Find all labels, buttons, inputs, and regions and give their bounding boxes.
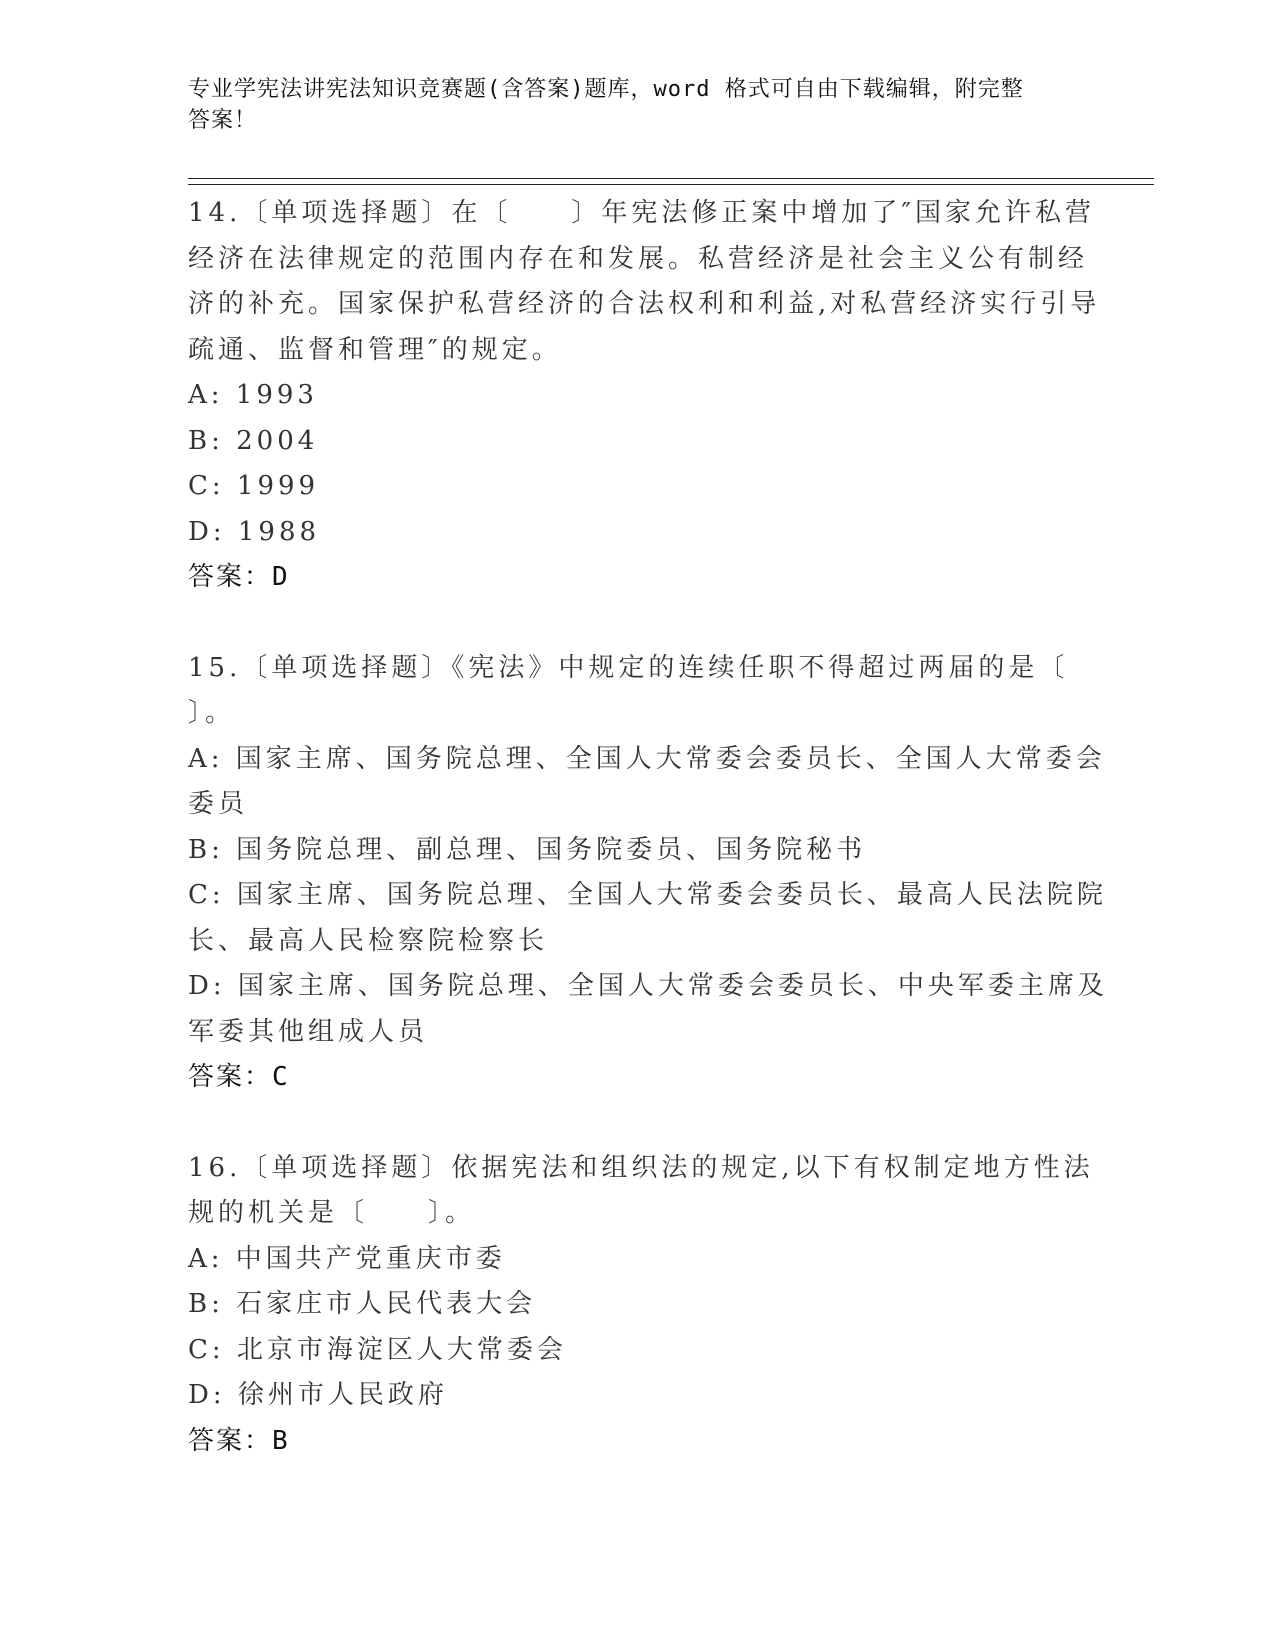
stem-line: 14.〔单项选择题〕在〔 〕年宪法修正案中增加了″国家允许私营 xyxy=(188,198,1096,228)
question-options xyxy=(188,373,1088,555)
option-line: D: 国家主席、国务院总理、全国人大常委会委员长、中央军委主席及 xyxy=(188,971,1108,1001)
answer-line: 答案：D xyxy=(188,562,290,592)
stem-line: 16.〔单项选择题〕依据宪法和组织法的规定,以下有权制定地方性法 xyxy=(188,1152,1094,1183)
option-c: C: 1999 xyxy=(188,471,320,501)
stem-line: 规的机关是〔 〕。 xyxy=(188,1198,476,1228)
question-stem xyxy=(188,1146,1094,1237)
header-line-1: 专业学宪法讲宪法知识竞赛题(含答案)题库，word 格式可自由下载编辑，附完整 xyxy=(188,77,1024,102)
option-d: D: 徐州市人民政府 xyxy=(188,1380,448,1410)
question-stem xyxy=(188,191,1101,373)
option-c: C: 北京市海淀区人大常委会 xyxy=(188,1334,567,1365)
option-b: B: 2004 xyxy=(188,425,319,456)
stem-line: 经济在法律规定的范围内存在和发展。私营经济是社会主义公有制经 xyxy=(188,243,1089,274)
option-line: A: 国家主席、国务院总理、全国人大常委会委员长、全国人大常委会 xyxy=(188,743,1106,774)
header-divider-bottom xyxy=(188,184,1154,185)
option-line: 长、最高人民检察院检察长 xyxy=(188,925,549,956)
answer-line: 答案：B xyxy=(188,1425,290,1456)
option-b: B: 石家庄市人民代表大会 xyxy=(188,1289,537,1319)
option-d: D: 1988 xyxy=(188,516,321,547)
option-a: A: 1993 xyxy=(188,380,318,410)
option-a xyxy=(188,737,1106,828)
option-d xyxy=(188,964,1108,1055)
option-line: 军委其他组成人员 xyxy=(188,1016,429,1047)
question-options xyxy=(188,737,1108,1056)
option-line: B: 国务院总理、副总理、国务院委员、国务院秘书 xyxy=(188,834,867,865)
question-list xyxy=(188,191,1108,1464)
header-divider-top xyxy=(188,178,1154,179)
option-a: A: 中国共产党重庆市委 xyxy=(188,1243,506,1274)
question-15 xyxy=(188,646,1108,1101)
option-line: C: 国家主席、国务院总理、全国人大常委会委员长、最高人民法院院 xyxy=(188,880,1107,910)
document-header xyxy=(188,74,1068,136)
stem-line: 疏通、监督和管理″的规定。 xyxy=(188,334,562,365)
stem-line: 〕。 xyxy=(188,698,236,728)
question-16 xyxy=(188,1146,1094,1465)
question-stem xyxy=(188,646,1088,737)
option-c xyxy=(188,873,1107,964)
option-line: 委员 xyxy=(188,789,249,819)
header-line-2: 答案！ xyxy=(188,108,258,133)
stem-line: 15.〔单项选择题〕《宪法》中规定的连续任职不得超过两届的是〔 xyxy=(188,652,1069,683)
question-options xyxy=(188,1237,1088,1419)
stem-line: 济的补充。国家保护私营经济的合法权利和利益,对私营经济实行引导 xyxy=(188,289,1101,319)
option-b xyxy=(188,828,1088,874)
answer-line: 答案：C xyxy=(188,1062,290,1092)
question-14 xyxy=(188,191,1101,601)
